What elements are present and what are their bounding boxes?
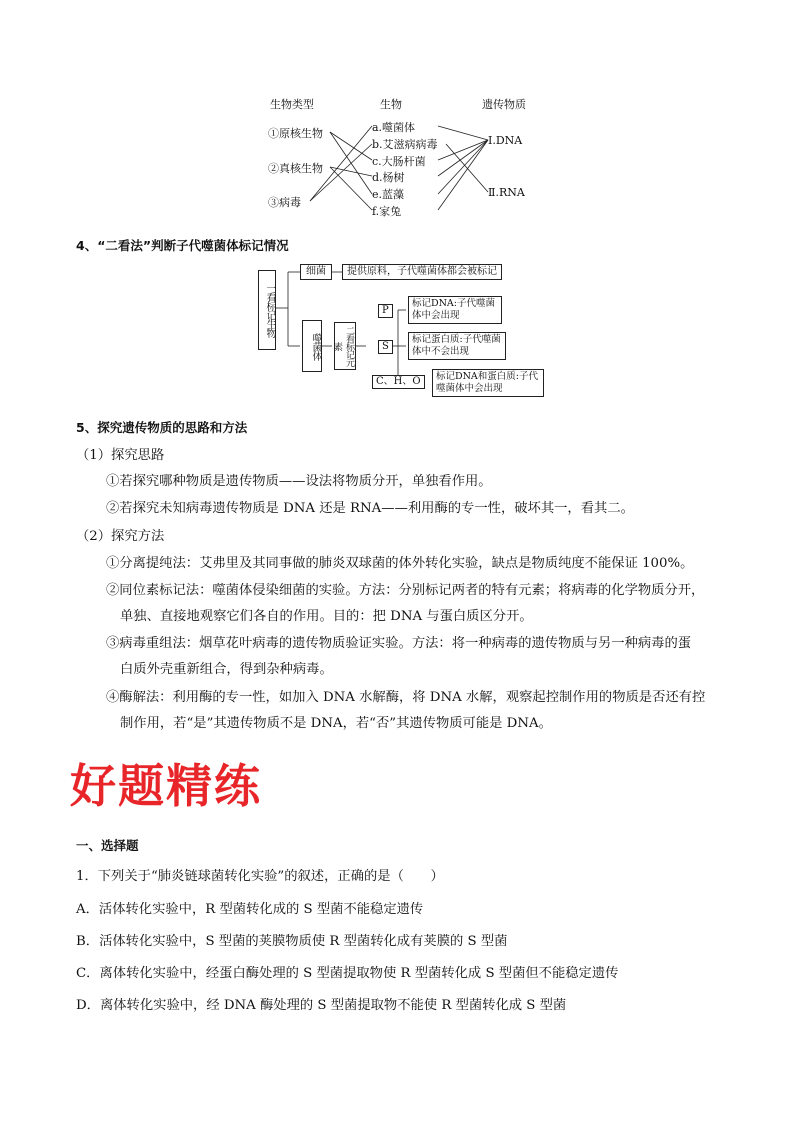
option-d: D．离体转化实验中，经 DNA 酶处理的 S 型菌提取物不能使 R 型菌转化成 S 型菌 bbox=[76, 998, 567, 1013]
section-4-heading: 4、“二看法”判断子代噬菌体标记情况 bbox=[76, 238, 289, 253]
header-material: 遗传物质 bbox=[482, 98, 526, 111]
method-4-line-1: ④酶解法：利用酶的专一性，如加入 DNA 水解酶，将 DNA 水解，观察起控制作用的物质是否还有控 bbox=[106, 690, 706, 705]
method-1: ①分离提纯法：艾弗里及其同事做的肺炎双球菌的体外转化实验，缺点是物质纯度不能保证 100%。 bbox=[106, 556, 694, 571]
option-c: C．离体转化实验中，经蛋白酶处理的 S 型菌提取物使 R 型菌转化成 S 型菌但不能稳定遗传 bbox=[76, 966, 619, 981]
root-box: 一看标记生物 bbox=[258, 270, 276, 350]
type-prokaryote: ①原核生物 bbox=[268, 127, 323, 140]
organism-d: d.杨树 bbox=[372, 171, 405, 184]
method-3-line-1: ③病毒重组法：烟草花叶病毒的遗传物质验证实验。方法：将一种病毒的遗传物质与另一种病毒的蛋 bbox=[106, 636, 692, 651]
type-virus: ③病毒 bbox=[268, 196, 301, 209]
question-1: 1．下列关于“肺炎链球菌转化实验”的叙述，正确的是（ ） bbox=[76, 869, 444, 884]
practice-banner-title: 好题精练 bbox=[70, 759, 262, 813]
method-2-line-2: 单独、直接地观察它们各自的作用。目的：把 DNA 与蛋白质区分开。 bbox=[120, 609, 533, 624]
cho-box: C、H、O bbox=[372, 375, 425, 389]
method-2-line-1: ②同位素标记法：噬菌体侵染细菌的实验。方法：分别标记两者的特有元素；将病毒的化学物质分开， bbox=[106, 583, 705, 598]
organism-c: c.大肠杆菌 bbox=[372, 155, 426, 168]
type-eukaryote: ②真核生物 bbox=[268, 162, 323, 175]
header-organism: 生物 bbox=[380, 98, 402, 111]
header-type: 生物类型 bbox=[270, 98, 314, 111]
multiple-choice-heading: 一、选择题 bbox=[76, 838, 139, 853]
section-5-heading: 5、探究遗传物质的思路和方法 bbox=[76, 420, 248, 435]
cho-result-box: 标记DNA和蛋白质:子代噬菌体中会出现 bbox=[432, 369, 544, 397]
bacteria-result-box: 提供原料，子代噬菌体都会被标记 bbox=[342, 264, 502, 280]
phage-box: 噬菌体 bbox=[302, 320, 322, 372]
p-result-box: 标记DNA:子代噬菌体中会出现 bbox=[408, 296, 502, 324]
phage-label-flowchart bbox=[256, 258, 546, 398]
second-look-box: 二看标记元素 bbox=[334, 322, 356, 370]
option-a: A．活体转化实验中，R 型菌转化成的 S 型菌不能稳定遗传 bbox=[76, 902, 424, 917]
organism-a: a.噬菌体 bbox=[372, 121, 416, 134]
subheading-methods: （2）探究方法 bbox=[76, 529, 165, 544]
material-rna: Ⅱ.RNA bbox=[488, 186, 525, 199]
p-box: P bbox=[378, 304, 393, 318]
option-b: B．活体转化实验中，S 型菌的荚膜物质使 R 型菌转化成有荚膜的 S 型菌 bbox=[76, 934, 508, 949]
idea-1: ①若探究哪种物质是遗传物质——设法将物质分开，单独看作用。 bbox=[106, 474, 492, 489]
organism-matching-diagram bbox=[260, 92, 560, 220]
method-3-line-2: 白质外壳重新组合，得到杂种病毒。 bbox=[120, 662, 333, 677]
organism-f: f.家兔 bbox=[372, 205, 402, 218]
organism-e: e.蓝藻 bbox=[372, 188, 405, 201]
idea-2: ②若探究未知病毒遗传物质是 DNA 还是 RNA——利用酶的专一性，破坏其一，看其二。 bbox=[106, 501, 634, 516]
subheading-ideas: （1）探究思路 bbox=[76, 448, 165, 463]
bacteria-box: 细菌 bbox=[300, 264, 332, 280]
s-box: S bbox=[378, 340, 393, 354]
material-dna: Ⅰ.DNA bbox=[488, 134, 523, 147]
s-result-box: 标记蛋白质:子代噬菌体中不会出现 bbox=[408, 332, 506, 360]
organism-b: b.艾滋病病毒 bbox=[372, 138, 438, 151]
method-4-line-2: 制作用，若“是”其遗传物质不是 DNA，若“否”其遗传物质可能是 DNA。 bbox=[120, 716, 552, 731]
